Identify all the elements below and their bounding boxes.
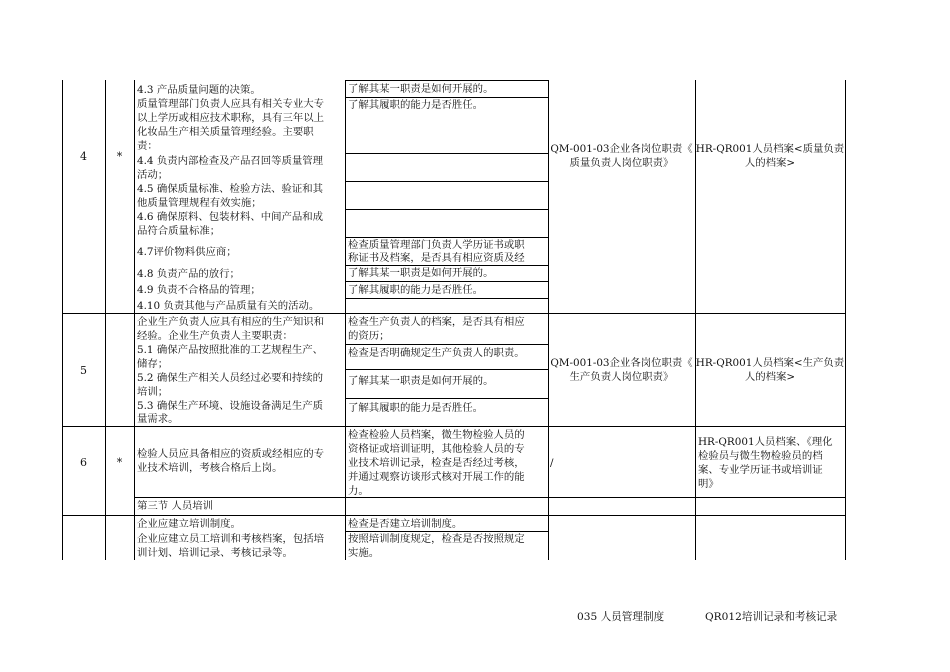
check-separator bbox=[345, 344, 548, 345]
content-line: 品符合质量标准； bbox=[137, 225, 221, 237]
check-separator bbox=[345, 80, 548, 81]
check-item: 检查生产负责人的档案，是否具有相应 bbox=[348, 316, 525, 328]
content-line: 以上学历或相应技术职称，具有三年以上 bbox=[137, 112, 325, 124]
check-item: 了解其某一职责是如何开展的。 bbox=[348, 83, 494, 95]
check-separator bbox=[345, 281, 548, 282]
content-line: 量需求。 bbox=[137, 413, 179, 425]
check-separator bbox=[345, 181, 548, 182]
content-line: 企业应建立员工培训和考核档案，包括培 bbox=[137, 533, 325, 545]
check-separator bbox=[345, 237, 548, 238]
check-item: 资格证或培训证明，其他检验人员的专 bbox=[348, 443, 525, 455]
check-item: 了解其履职的能力是否胜任。 bbox=[348, 402, 484, 414]
row-number: 5 bbox=[80, 364, 87, 377]
content-line: 4.6 确保原料、包装材料、中间产品和成 bbox=[137, 211, 324, 223]
content-line: 4.8 负责产品的放行； bbox=[137, 268, 240, 280]
next-reference-record: QR012培训记录和考核记录 bbox=[705, 611, 838, 623]
content-line: 4.5 确保质量标准、检验方法、验证和其 bbox=[137, 183, 324, 195]
reference-document: QM-001-03企业各岗位职责《 bbox=[550, 357, 693, 369]
reference-record: 案、专业学历证书或培训证 bbox=[698, 464, 823, 476]
check-item: 按照培训制度规定，检查是否按照规定 bbox=[348, 533, 525, 545]
reference-record: HR-QR001人员档案、《理化 bbox=[698, 436, 833, 448]
content-line: 培训； bbox=[137, 386, 169, 398]
content-line: 4.9 负责不合格品的管理； bbox=[137, 284, 261, 296]
section-title: 第三节 人员培训 bbox=[137, 500, 214, 512]
check-item: 检查检验人员档案，微生物检验人员的 bbox=[348, 429, 525, 441]
row-separator bbox=[134, 497, 846, 498]
row-separator bbox=[62, 515, 846, 516]
content-line: 企业生产负责人应具有相应的生产知识和 bbox=[137, 316, 325, 328]
check-item: 实施。 bbox=[348, 547, 380, 559]
content-line: 4.7评价物料供应商； bbox=[137, 246, 237, 258]
content-line: 训计划、培训记录、考核记录等。 bbox=[137, 547, 293, 559]
check-separator bbox=[345, 398, 548, 399]
content-line: 质量管理部门负责人应具有相关专业大专 bbox=[137, 98, 325, 110]
reference-record: 人的档案> bbox=[744, 371, 796, 383]
check-separator bbox=[345, 209, 548, 210]
content-line: 检验人员应具备相应的资质或经相应的专 bbox=[137, 448, 325, 460]
key-item-mark: * bbox=[116, 150, 123, 163]
reference-document: QM-001-03企业各岗位职责《 bbox=[550, 143, 693, 155]
check-item: 并通过观察访谈形式核对开展工作的能 bbox=[348, 471, 525, 483]
check-item: 称证书及档案，是否具有相应资质及经 bbox=[348, 252, 525, 264]
content-line: 活动； bbox=[137, 169, 169, 181]
grid-line bbox=[345, 80, 346, 560]
check-item: 了解其履职的能力是否胜任。 bbox=[348, 99, 484, 111]
reference-record: 人的档案> bbox=[744, 157, 796, 169]
check-item: 了解其某一职责是如何开展的。 bbox=[348, 375, 494, 387]
check-separator bbox=[345, 97, 548, 98]
content-line: 企业应建立培训制度。 bbox=[137, 518, 241, 530]
reference-record: 明》 bbox=[698, 478, 719, 490]
check-item: 检查是否建立培训制度。 bbox=[348, 518, 463, 530]
check-item: 的资历； bbox=[348, 330, 390, 342]
check-item: 检查是否明确规定生产负责人的职责。 bbox=[348, 347, 525, 359]
reference-document: 生产负责人岗位职责》 bbox=[569, 371, 674, 383]
reference-document: 质量负责人岗位职责》 bbox=[569, 157, 674, 169]
check-item: 力。 bbox=[348, 485, 369, 497]
reference-record: HR-QR001人员档案<生产负责 bbox=[695, 357, 845, 369]
check-item: 了解其某一职责是如何开展的。 bbox=[348, 267, 494, 279]
reference-record: HR-QR001人员档案<质量负责 bbox=[695, 143, 845, 155]
reference-record: 检验员与微生物检验员的档 bbox=[698, 450, 823, 462]
content-line: 业技术培训，考核合格后上岗。 bbox=[137, 462, 283, 474]
content-line: 化妆品生产相关质量管理经验。主要职 bbox=[137, 126, 314, 138]
content-line: 储存； bbox=[137, 358, 169, 370]
check-item: 检查质量管理部门负责人学历证书或职 bbox=[348, 239, 525, 251]
check-item: 业技术培训记录，检查是否经过考核， bbox=[348, 457, 525, 469]
check-separator bbox=[345, 153, 548, 154]
key-item-mark: * bbox=[116, 456, 123, 469]
next-reference-document: 035 人员管理制度 bbox=[577, 611, 665, 623]
check-separator bbox=[345, 369, 548, 370]
row-number: 4 bbox=[80, 150, 87, 163]
content-line: 4.3 产品质量问题的决策。 bbox=[137, 84, 261, 96]
content-line: 5.1 确保产品按照批准的工艺规程生产、 bbox=[137, 344, 324, 356]
content-line: 责： bbox=[137, 140, 158, 152]
grid-line bbox=[134, 80, 135, 560]
content-line: 4.10 负责其他与产品质量有关的活动。 bbox=[137, 300, 320, 312]
content-line: 4.4 负责内部检查及产品召回等质量管理 bbox=[137, 155, 324, 167]
content-line: 5.3 确保生产环境、设施设备满足生产质 bbox=[137, 400, 324, 412]
check-item: 了解其履职的能力是否胜任。 bbox=[348, 284, 484, 296]
content-line: 他质量管理规程有效实施； bbox=[137, 197, 262, 209]
content-line: 5.2 确保生产相关人员经过必要和持续的 bbox=[137, 372, 324, 384]
check-separator bbox=[345, 298, 548, 299]
reference-document: / bbox=[550, 457, 554, 469]
content-line: 经验。企业生产负责人主要职责： bbox=[137, 330, 293, 342]
row-separator bbox=[62, 426, 846, 427]
grid-line bbox=[845, 80, 846, 560]
row-number: 6 bbox=[80, 456, 87, 469]
